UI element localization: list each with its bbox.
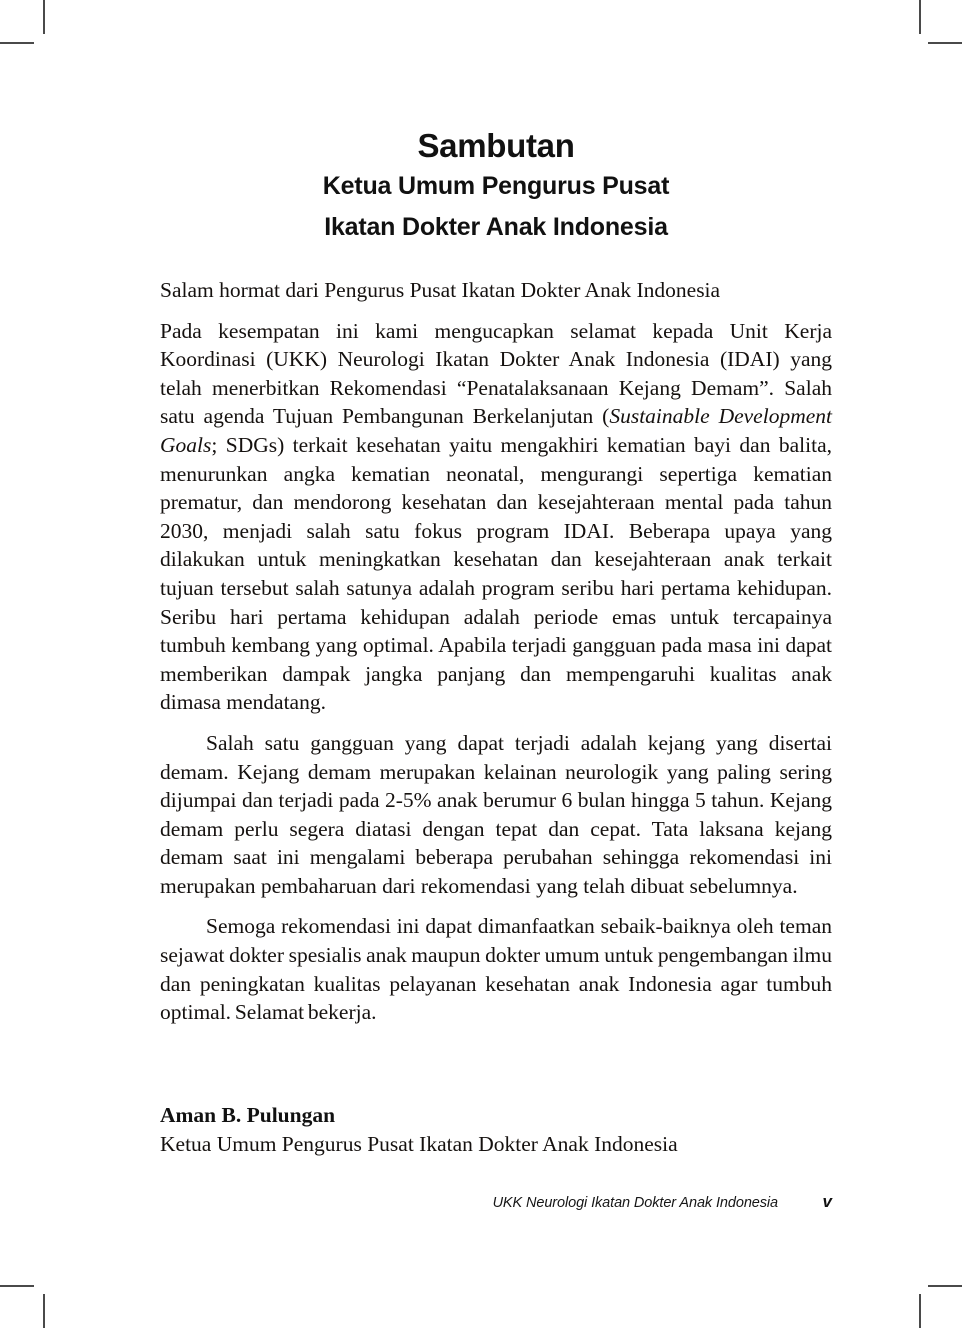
crop-mark-bottom-right-horizontal: [928, 1285, 962, 1287]
paragraph-2-segment-2: ; SDGs) terkait kesehatan yaitu mengakhiri kematian bayi dan balita, menurunkan angka kematian neonatal, mengurangi sepertiga kematian prematur, dan mendorong kesehatan dan kesejahteraan mental pada tahun 2030, menjadi salah satu fokus program IDAI. Beberapa upaya yang dilakukan untuk meningkatkan kesehatan dan kesejahteraan anak terkait tujuan tersebut salah satunya adalah program seribu hari pertama kehidupan. Seribu hari pertama kehidupan adalah periode emas untuk tercapainya tumbuh kembang yang optimal. Apabila terjadi gangguan pada masa ini dapat memberikan dampak jangka panjang dan mempengaruhi kualitas anak dimasa mendatang.: [160, 432, 832, 715]
page-content: [160, 0, 832, 1159]
crop-mark-bottom-left-vertical: [43, 1294, 45, 1328]
paragraph-2-italic-term: Sustainable Development Goals: [160, 404, 832, 457]
crop-mark-top-right-vertical: [919, 0, 921, 34]
crop-mark-top-left-horizontal: [0, 42, 34, 44]
paragraph-2-segment-1: Pada kesempatan ini kami mengucapkan selamat kepada Unit Kerja Koordinasi (UKK) Neurologi Ikatan Dokter Anak Indonesia (IDAI) yang telah menerbitkan Rekomendasi “Penatalaksanaan Kejang Demam”. Salah satu agenda Tujuan Pembangunan Berkelanjutan (: [160, 318, 832, 429]
paragraph-congratulations: [160, 317, 832, 717]
body-text: [160, 248, 832, 1027]
page-footer: [160, 1192, 832, 1212]
paragraph-febrile-seizure: Salah satu gangguan yang dapat terjadi adalah kejang yang disertai demam. Kejang demam merupakan kelainan neurologik yang paling sering dijumpai dan terjadi pada 2-5% anak berumur 6 bulan hingga 5 tahun. Kejang demam perlu segera diatasi dengan tepat dan cepat. Tata laksana kejang demam saat ini mengalami beberapa perubahan sehingga rekomendasi ini merupakan pembaharuan dari rekomendasi yang telah dibuat sebelumnya.: [160, 730, 832, 898]
page-subtitle-line-2: Ikatan Dokter Anak Indonesia: [324, 213, 668, 241]
footer-organization-label: UKK Neurologi Ikatan Dokter Anak Indonesia: [492, 1195, 778, 1211]
page-title: Sambutan: [417, 127, 575, 164]
paragraph-closing: Semoga rekomendasi ini dapat dimanfaatkan sebaik-baiknya oleh teman sejawat dokter spesialis anak maupun dokter umum untuk pengembangan ilmu dan peningkatan kualitas pelayanan kesehatan anak Indonesia agar tumbuh optimal. Selamat bekerja.: [160, 914, 832, 1025]
signature-role: Ketua Umum Pengurus Pusat Ikatan Dokter Anak Indonesia: [160, 1131, 678, 1156]
crop-mark-top-right-horizontal: [928, 42, 962, 44]
paragraph-greeting: Salam hormat dari Pengurus Pusat Ikatan Dokter Anak Indonesia: [160, 278, 721, 302]
signature-name: Aman B. Pulungan: [160, 1102, 336, 1127]
page-heading: [160, 0, 832, 248]
crop-mark-bottom-left-horizontal: [0, 1285, 34, 1287]
page-subtitle-line-1: Ketua Umum Pengurus Pusat: [322, 172, 670, 200]
crop-mark-top-left-vertical: [43, 0, 45, 34]
signature-block: [160, 1027, 832, 1159]
crop-mark-bottom-right-vertical: [919, 1294, 921, 1328]
footer-page-number: v: [822, 1192, 832, 1211]
